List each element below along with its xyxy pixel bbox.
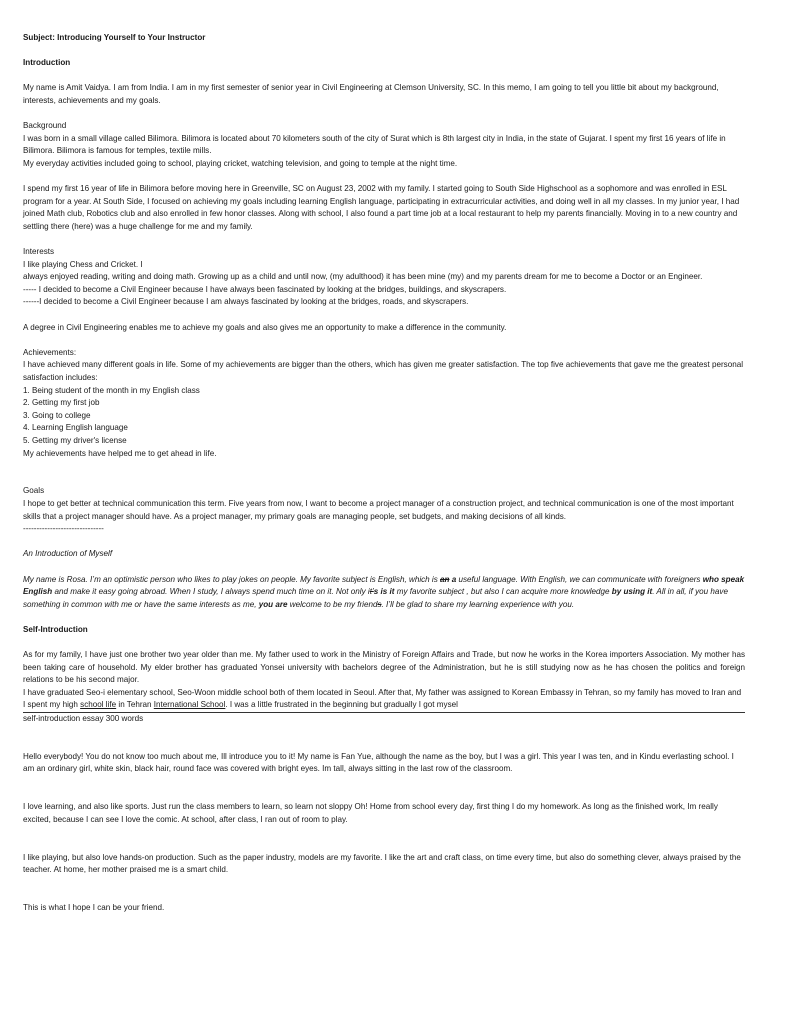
achievement-item: 5. Getting my driver's license — [23, 436, 127, 445]
achievements-heading: Achievements: — [23, 347, 77, 357]
introduction-paragraph: My name is Amit Vaidya. I am from India. I am in my first semester of senior year in Civil Engineering at Clemson University, SC. In this memo, I am going to tell you little bit about my background, interests, achievements and my goals. — [23, 83, 719, 105]
achievements-close: My achievements have helped me to get ahead in life. — [23, 448, 217, 458]
achievement-item: 1. Being student of the month in my English class — [23, 385, 200, 395]
achievement-item: 2. Getting my first job — [23, 398, 100, 408]
background-heading: Background — [23, 121, 67, 131]
interests-line: I like playing Chess and Cricket. I — [23, 259, 143, 269]
achievements-intro: I have achieved many different goals in life. Some of my achievements are bigger than the others, which has given me greater satisfaction. The top five achievements that gave me the greatest personal satisfaction includes: — [23, 360, 743, 383]
myself-title: An Introduction of Myself — [23, 549, 113, 559]
self-introduction-heading: Self-Introduction — [23, 624, 88, 634]
goals-paragraph: I hope to get better at technical communication this term. Five years from now, I want to become a project manager of a construction project, and technical communication is one of the most important skills that a project manager should have. As a project manager, my primary goals are managing people, set budgets, and making decisions of all kinds. — [23, 498, 734, 521]
interests-line: ------I decided to become a Civil Engineer because I am always fascinated by looking at the bridges, roads, and skyscrapers. — [23, 297, 469, 307]
degree-paragraph: A degree in Civil Engineering enables me to achieve my goals and also gives me an opportunity to make a difference in the community. — [23, 322, 507, 332]
document-page — [23, 32, 745, 915]
interests-line: ----- I decided to become a Civil Engineer because I have always been fascinated by looking at the bridges, buildings, and skyscrapers. — [23, 284, 507, 294]
dash-separator: ------------------------------ — [23, 524, 104, 534]
interests-line: always enjoyed reading, writing and doing math. Growing up as a child and until now, (my adulthood) it has been mine (my) and my parents dream for me to become a Doctor or an Engineer. — [23, 272, 703, 282]
rosa-paragraph: My name is Rosa. I’m an optimistic person who likes to play jokes on people. My favorite subject is English, which is an a useful language. With English, we can communicate with foreigners who speak English and make it easy going abroad. When I study, I always spend much time on it. Not only it’s is it my favorite subject , but also I can acquire more knowledge by using it. All in all, if you have something in common with me or have the same interests as me, you are welcome to be my friends. I’ll be glad to share my learning experience with you. — [23, 574, 745, 609]
essay-paragraph: This is what I hope I can be your friend. — [23, 902, 165, 912]
achievement-item: 4. Learning English language — [23, 423, 128, 433]
interests-heading: Interests — [23, 247, 55, 257]
essay-paragraph: I like playing, but also love hands-on production. Such as the paper industry, models are my favorite. I like the art and craft class, on time every time, but also do something clever, always praised by the teacher. At home, her mother praised me is a smart child. — [23, 852, 741, 875]
achievement-item: 3. Going to college — [23, 410, 91, 420]
essay-paragraph: I love learning, and also like sports. Just run the class members to learn, so learn not sloppy Oh! Home from school every day, first thing I do my homework. As long as the finished work, Im really excited, because I can see I love the comic. At school, after class, I ran out of room to play. — [23, 802, 718, 824]
background-activities: My everyday activities included going to school, playing cricket, watching television, and going to temple at the night time. — [23, 158, 458, 168]
family-paragraph: As for my family, I have just one brother two year older than me. My father used to work in the Ministry of Foreign Affairs and Trade, but now he works in the Korea importers Association. My mother has been taking care of household. My elder brother has graduated Yonsei university with bachelors degree of the Administration, but he is still studying now as he has chosen the politics and foreign relations to be his second major. — [23, 650, 745, 685]
background-paragraph-2: I spend my first 16 year of life in Bilimora before moving here in Greenville, SC on August 23, 2002 with my family. I started going to South Side Highschool as a sophomore and was enrolled in ESL program for a year. At South Side, I focused on achieving my goals including learning English language, participating in extracurricular activities, and doing well in all my classes. In my junior year, I had joined Math club, Robotics club and also enrolled in few honor classes. Along with school, I also found a part time job at a local restaurant to help my parents financially. Moving in to a new country and settling there (here) was a huge challenge for me and my family. — [23, 184, 740, 231]
goals-heading: Goals — [23, 486, 45, 496]
essay-title: self-introduction essay 300 words — [23, 714, 144, 724]
subject-line: Subject: Introducing Yourself to Your Instructor — [23, 33, 206, 42]
introduction-heading: Introduction — [23, 58, 71, 68]
background-paragraph: I was born in a small village called Bilimora. Bilimora is located about 70 kilometers south of the city of Surat which is 8th largest city in India, in the state of Gujarat. I spent my first 16 years of life in Bilimora. Bilimora is famous for temples, textile mills. — [23, 133, 726, 156]
essay-paragraph: Hello everybody! You do not know too much about me, Ill introduce you to it! My name is Fan Yue, although the name as the boy, but I was a girl. This year I was ten, and in Kindu everlasting school. I am an ordinary girl, white skin, black hair, round face was covered with bright eyes. Im tall, always sitting in the last row of the classroom. — [23, 751, 734, 774]
school-paragraph: I have graduated Seo-i elementary school, Seo-Woon middle school both of them located in Seoul. After that, My father was assigned to Korean Embassy in Tehran, so my family has moved to Iran and I spent my high school life in Tehran International School. I was a little frustrated in the beginning but gradually I got mysel — [23, 687, 742, 710]
